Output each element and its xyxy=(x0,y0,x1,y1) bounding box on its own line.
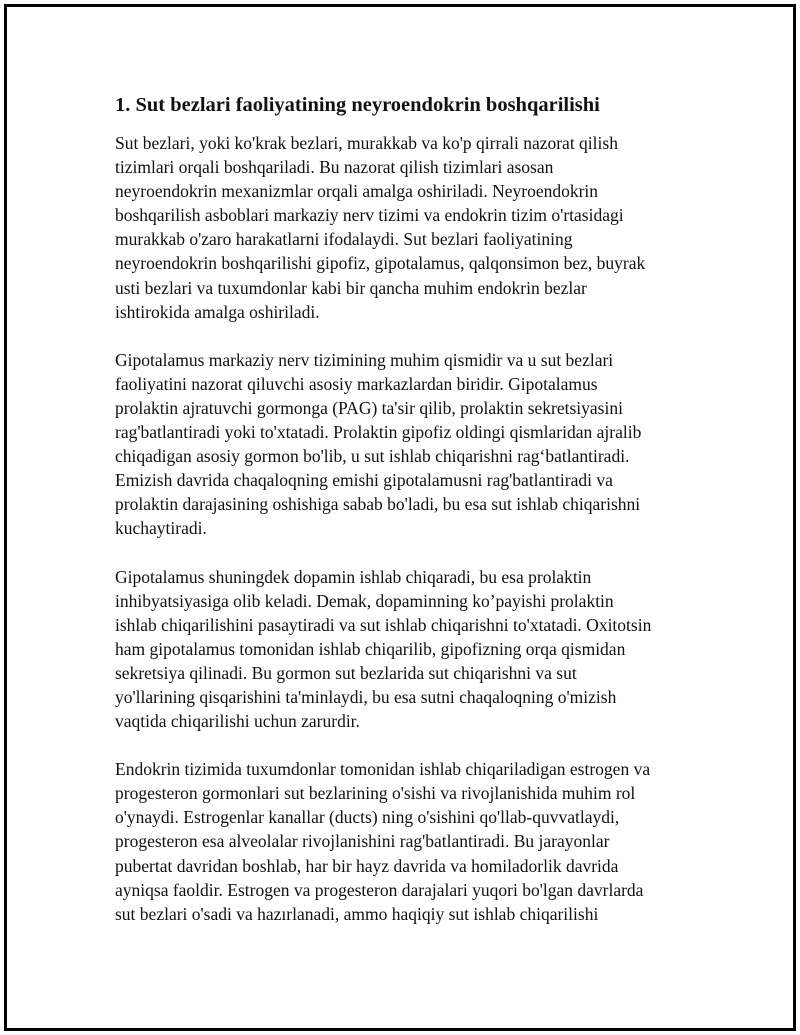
text-line: boshqarilish asboblari markaziy nerv tizimi va endokrin tizim o'rtasidagi xyxy=(115,205,624,226)
text-line: murakkab o'zaro harakatlarni ifodalaydi. Sut bezlari faoliyatining xyxy=(115,229,573,250)
text-line: inhibyatsiyasiga olib keladi. Demak, dopaminning ko’payishi prolaktin xyxy=(115,590,614,611)
text-line: Sut bezlari, yoki ko'krak bezlari, murakkab va ko'p qirrali nazorat qilish xyxy=(115,133,618,153)
text-line: ishtirokida amalga oshiriladi. xyxy=(115,301,320,322)
text-line: vaqtida chiqarilishi uchun zarurdir. xyxy=(115,711,360,732)
text-line: prolaktin darajasining oshishiga sabab bo'ladi, bu esa sut ishlab chiqarishni xyxy=(115,494,641,515)
text-line: ham gipotalamus tomonidan ishlab chiqarilib, gipofizning orqa qismidan xyxy=(115,638,626,659)
text-line: usti bezlari va tuxumdonlar kabi bir qancha muhim endokrin bezlar xyxy=(115,277,587,298)
text-line: chiqadigan asosiy gormon bo'lib, u sut ishlab chiqarishni rag‘batlantiradi. xyxy=(115,446,630,467)
text-line: ayniqsa faoldir. Estrogen va progesteron darajalari yuqori bo'lgan davrlarda xyxy=(115,879,644,900)
text-line: rag'batlantiradi yoki to'xtatadi. Prolaktin gipofiz oldingi qismlaridan ajralib xyxy=(115,422,642,443)
text-line: yo'llarining qisqarishini ta'minlaydi, bu esa sutni chaqaloqning o'mizish xyxy=(115,686,617,707)
paragraph-2 xyxy=(115,348,695,541)
text-line: sut bezlari o'sadi va hazırlanadi, ammo haqiqiy sut ishlab chiqarilishi xyxy=(115,903,599,924)
text-line: pubertat davridan boshlab, har bir hayz davrida va homiladorlik davrida xyxy=(115,855,619,876)
text-line: neyroendokrin boshqarilishi gipofiz, gipotalamus, qalqonsimon bez, buyrak xyxy=(115,253,646,274)
text-line: neyroendokrin mexanizmlar orqali amalga oshiriladi. Neyroendokrin xyxy=(115,181,599,202)
text-line: faoliyatini nazorat qiluvchi asosiy markazlardan biridir. Gipotalamus xyxy=(115,373,598,394)
text-line: ishlab chiqarilishini pasaytiradi va sut ishlab chiqarishni to'xtatadi. Oxitotsin xyxy=(115,614,652,635)
text-line: Gipotalamus shuningdek dopamin ishlab chiqaradi, bu esa prolaktin xyxy=(115,566,592,587)
text-line: Gipotalamus markaziy nerv tizimining muhim qismidir va u sut bezlari xyxy=(115,349,614,370)
text-line: kuchaytiradi. xyxy=(115,518,207,539)
document-body xyxy=(115,92,695,950)
paragraph-1 xyxy=(115,131,695,324)
text-line: sekretsiya qilinadi. Bu gormon sut bezlarida sut chiqarishni va sut xyxy=(115,662,577,683)
section-title: 1. Sut bezlari faoliyatining neyroendokrin boshqarilishi xyxy=(115,94,600,116)
text-line: progesteron gormonlari sut bezlarining o'sishi va rivojlanishida muhim rol xyxy=(115,783,636,804)
paragraph-3 xyxy=(115,565,695,734)
text-line: progesteron esa alveolalar rivojlanishini rag'batlantiradi. Bu jarayonlar xyxy=(115,831,610,852)
text-line: tizimlari orqali boshqariladi. Bu nazorat qilish tizimlari asosan xyxy=(115,157,554,178)
text-line: prolaktin ajratuvchi gormonga (PAG) ta'sir qilib, prolaktin sekretsiyasini xyxy=(115,397,623,418)
text-line: o'ynaydi. Estrogenlar kanallar (ducts) ning o'sishini qo'llab-quvvatlaydi, xyxy=(115,807,620,828)
paragraph-4 xyxy=(115,757,695,926)
text-line: Endokrin tizimida tuxumdonlar tomonidan ishlab chiqariladigan estrogen va xyxy=(115,759,651,780)
text-line: Emizish davrida chaqaloqning emishi gipotalamusni rag'batlantiradi va xyxy=(115,470,613,491)
